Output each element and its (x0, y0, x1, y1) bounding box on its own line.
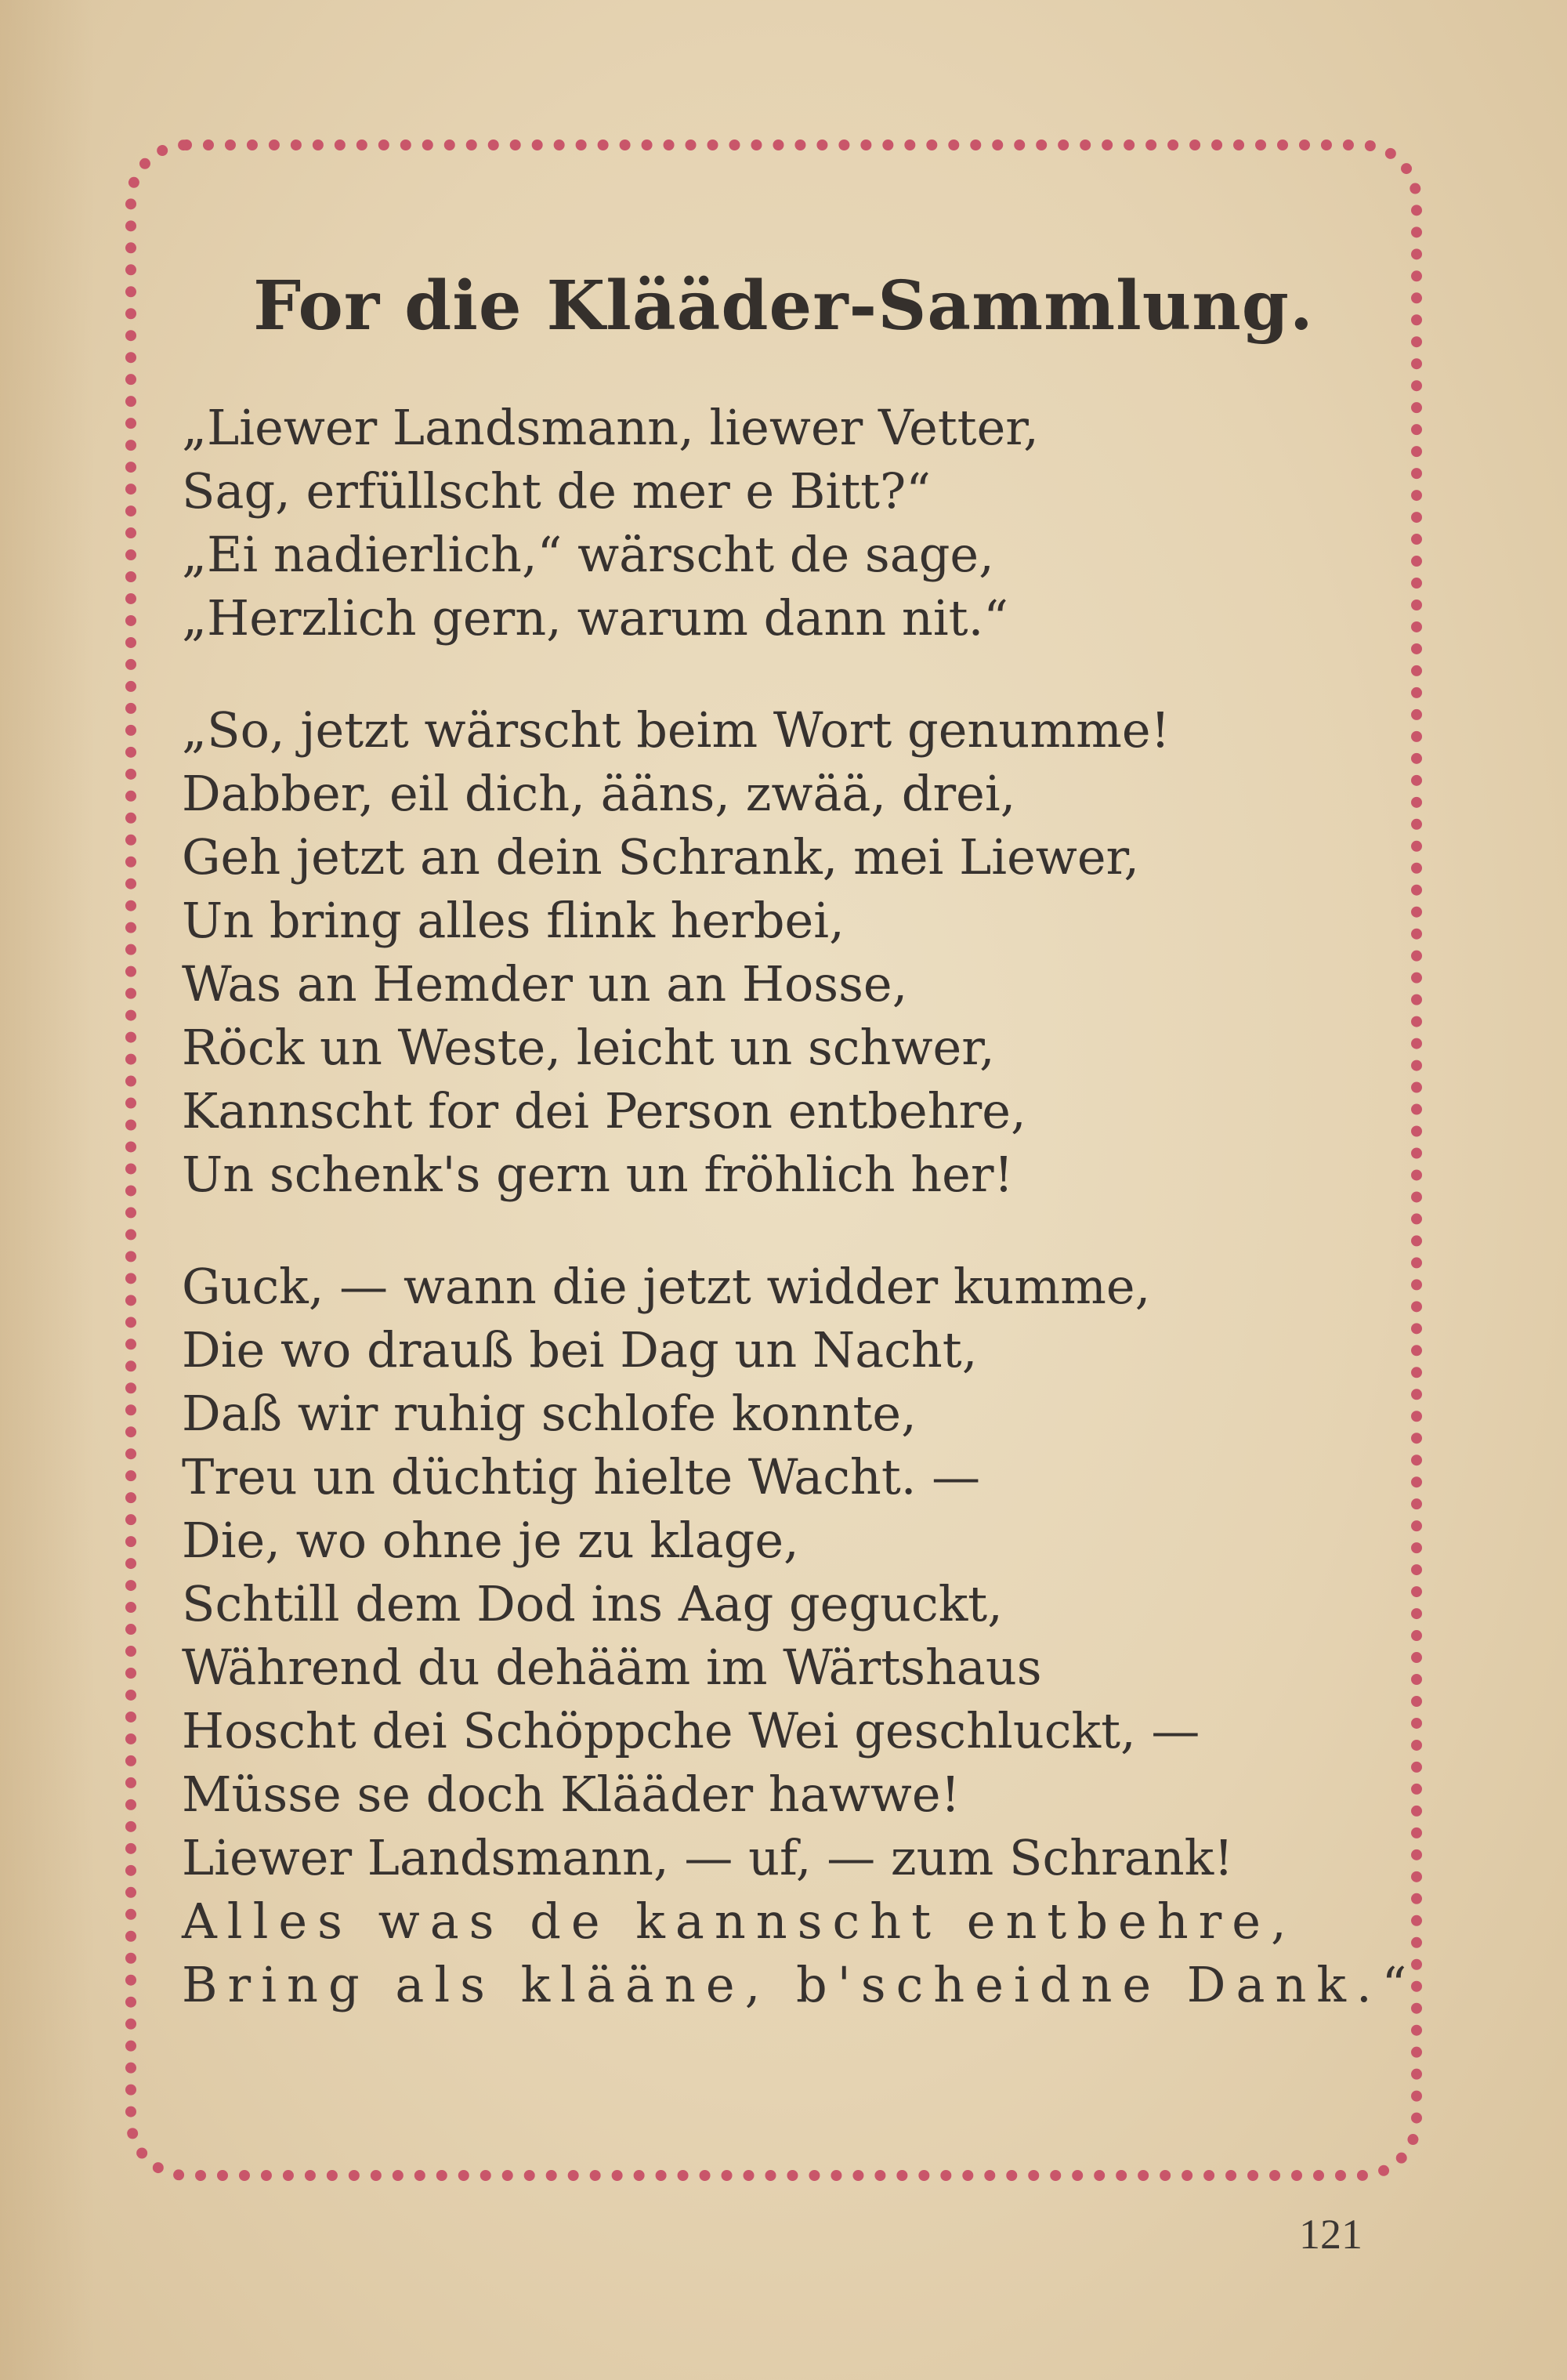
poem-line: Treu un düchtig hielte Wacht. — (182, 1448, 981, 1505)
poem-line: Un bring alles flink herbei, (182, 892, 845, 949)
poem-line: „Ei nadierlich,“ wärscht de sage, (182, 526, 994, 583)
poem-line: Hoscht dei Schöppche Wei geschluckt, — (182, 1702, 1200, 1759)
poem-body (182, 396, 1417, 2065)
stanza-1 (182, 396, 1388, 650)
stanza-3 (182, 1255, 1417, 2016)
poem-line: Schtill dem Dod ins Aag geguckt, (182, 1575, 1003, 1632)
poem-line: Röck un Weste, leicht un schwer, (182, 1019, 995, 1076)
poem-line: Un schenk's gern un fröhlich her! (182, 1146, 1014, 1203)
poem-line: „So, jetzt wärscht beim Wort genumme! (182, 701, 1171, 759)
poem-line: „Herzlich gern, warum dann nit.“ (182, 589, 1008, 647)
poem-line: Alles was de kannscht entbehre, (182, 1893, 1297, 1950)
page-number: 121 (1299, 2211, 1363, 2258)
poem-title: For die Klääder-Sammlung. (253, 266, 1314, 346)
poem-line: Die wo drauß bei Dag un Nacht, (182, 1321, 978, 1378)
poem-line: Liewer Landsmann, — uf, — zum Schrank! (182, 1829, 1234, 1886)
poem-line: Was an Hemder un an Hosse, (182, 955, 908, 1012)
stanza-2 (182, 698, 1388, 1206)
poem-line: Geh jetzt an dein Schrank, mei Liewer, (182, 828, 1140, 886)
poem-line: Müsse se doch Klääder hawwe! (182, 1766, 961, 1823)
poem-line: Guck, — wann die jetzt widder kumme, (182, 1258, 1151, 1315)
poem-line: Daß wir ruhig schlofe konnte, (182, 1385, 917, 1442)
poem-line: Sag, erfüllscht de mer e Bitt?“ (182, 462, 931, 520)
poem-line: Dabber, eil dich, ääns, zwää, drei, (182, 765, 1016, 822)
poem-line: Die, wo ohne je zu klage, (182, 1512, 799, 1569)
paper-edge-shading (0, 0, 94, 2380)
poem-line: „Liewer Landsmann, liewer Vetter, (182, 399, 1039, 456)
poem-line: Während du dehääm im Wärtshaus (182, 1639, 1042, 1696)
poem-line: Bring als klääne, b'scheidne Dank.“ (182, 1956, 1417, 2013)
poem-line: Kannscht for dei Person entbehre, (182, 1082, 1026, 1139)
